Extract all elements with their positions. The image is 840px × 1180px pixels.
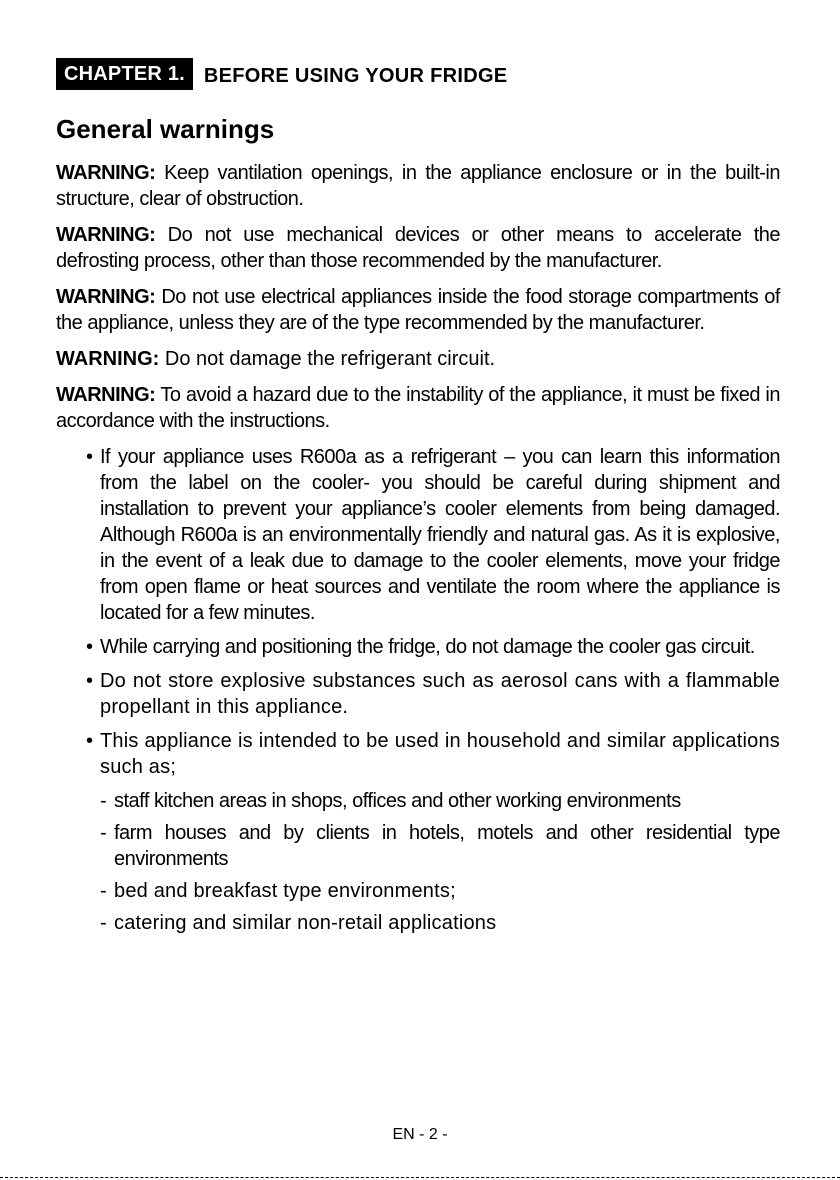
sub-item-text: catering and similar non-retail applications bbox=[114, 912, 497, 934]
chapter-label: CHAPTER 1. bbox=[56, 58, 193, 90]
chapter-header bbox=[56, 58, 507, 90]
warning-text: To avoid a hazard due to the instability of the appliance, it must be fixed in accordance with the instructions. bbox=[56, 384, 780, 432]
warning-label: WARNING: bbox=[56, 224, 156, 246]
sub-item-text: bed and breakfast type environments; bbox=[114, 880, 456, 902]
sub-item bbox=[100, 878, 780, 904]
warning-text: Do not use electrical appliances inside the food storage compartments of the appliance, unless they are of the type recommended by the manufacturer. bbox=[56, 286, 780, 334]
sub-item-text: staff kitchen areas in shops, offices and other working environments bbox=[114, 790, 681, 812]
bullet-mark: • bbox=[86, 636, 93, 658]
bullet-item bbox=[56, 668, 780, 720]
sub-item bbox=[100, 788, 780, 814]
warning-label: WARNING: bbox=[56, 348, 160, 370]
warning-paragraph bbox=[56, 222, 780, 274]
warning-text: Do not damage the refrigerant circuit. bbox=[159, 348, 496, 370]
chapter-title: BEFORE USING YOUR FRIDGE bbox=[203, 64, 508, 87]
warning-label: WARNING: bbox=[56, 384, 156, 406]
sub-item-text: farm houses and by clients in hotels, motels and other residential type environments bbox=[114, 822, 780, 870]
sub-item-list bbox=[100, 788, 780, 936]
page-number: EN - 2 - bbox=[392, 1126, 448, 1143]
warning-paragraph bbox=[56, 284, 780, 336]
bullet-text: If your appliance uses R600a as a refrigerant – you can learn this information from the label on the cooler- you should be careful during shipment and installation to prevent your appliance’s cooler elements from being damaged. Although R600a is an environmentally friendly and natural gas. As it is explosive, in the event of a leak due to damage to the cooler elements, move your fridge from open flame or heat sources and ventilate the room where the appliance is located for a few minutes. bbox=[100, 446, 780, 624]
sub-item bbox=[100, 820, 780, 872]
dash-mark: - bbox=[100, 790, 107, 812]
bullet-mark: • bbox=[86, 670, 94, 692]
warning-label: WARNING: bbox=[56, 162, 156, 184]
dash-mark: - bbox=[100, 822, 107, 844]
bullet-text: While carrying and positioning the fridge, do not damage the cooler gas circuit. bbox=[100, 636, 755, 658]
bullet-mark: • bbox=[86, 446, 93, 468]
bottom-dashed-rule bbox=[0, 1177, 840, 1178]
warnings-content bbox=[56, 160, 780, 944]
bullet-text: This appliance is intended to be used in household and similar applications such as; bbox=[100, 730, 780, 778]
bullet-text: Do not store explosive substances such as aerosol cans with a flammable propellant in this appliance. bbox=[100, 670, 780, 718]
bullet-item bbox=[56, 728, 780, 936]
warning-paragraph bbox=[56, 346, 780, 372]
warning-label: WARNING: bbox=[56, 286, 156, 308]
section-title: General warnings bbox=[56, 114, 275, 144]
warning-text: Keep vantilation openings, in the appliance enclosure or in the built-in structure, clear of obstruction. bbox=[56, 162, 780, 210]
dash-mark: - bbox=[100, 880, 107, 902]
sub-item bbox=[100, 910, 780, 936]
dash-mark: - bbox=[100, 912, 107, 934]
bullet-list bbox=[56, 444, 780, 936]
warning-text: Do not use mechanical devices or other means to accelerate the defrosting process, other than those recommended by the manufacturer. bbox=[56, 224, 780, 272]
warning-paragraph bbox=[56, 382, 780, 434]
bullet-item bbox=[56, 634, 780, 660]
warning-paragraph bbox=[56, 160, 780, 212]
bullet-item bbox=[56, 444, 780, 626]
bullet-mark: • bbox=[86, 730, 94, 752]
